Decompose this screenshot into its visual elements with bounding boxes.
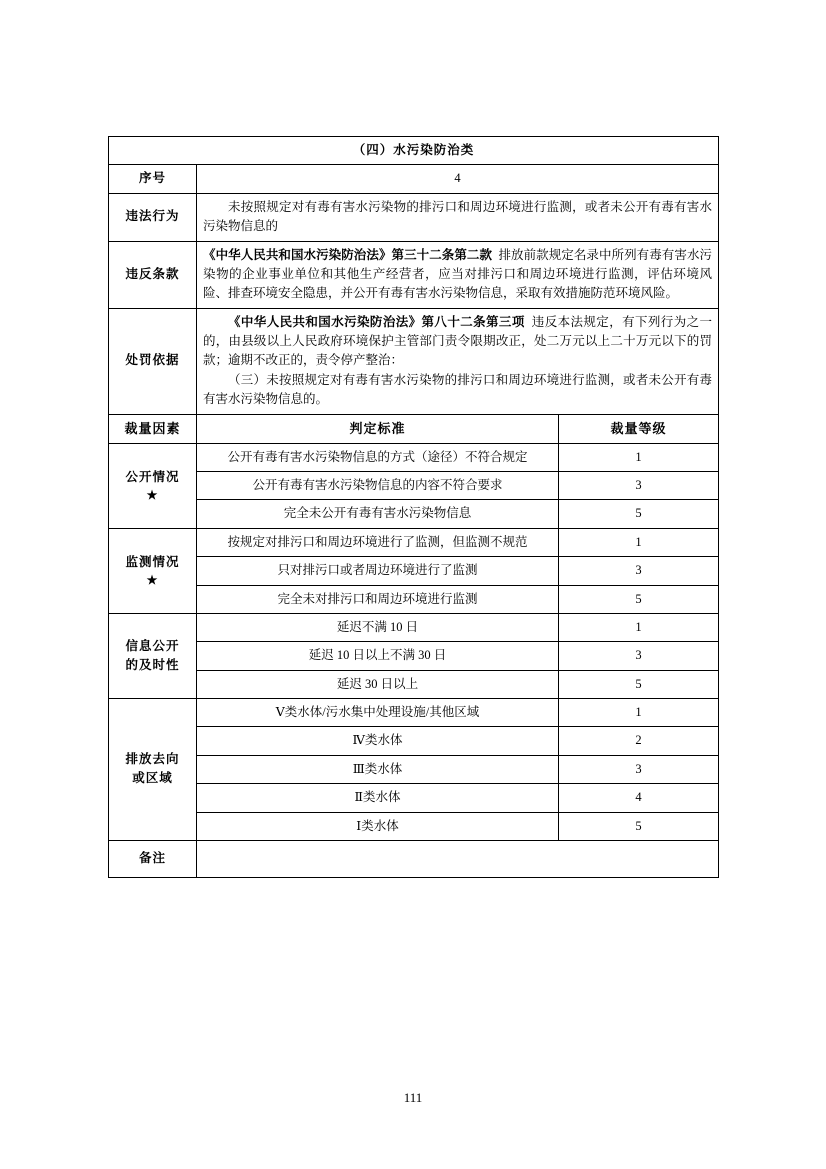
factor-name-3 xyxy=(109,699,197,841)
value-penalty xyxy=(197,308,719,414)
criteria-3-1: Ⅳ类水体 xyxy=(197,727,559,755)
level-0-2: 5 xyxy=(559,500,719,528)
criteria-3-0: Ⅴ类水体/污水集中处理设施/其他区域 xyxy=(197,699,559,727)
factor-label-2-line1: 信息公开 xyxy=(125,638,180,653)
table-row xyxy=(109,613,719,641)
table-row-seq xyxy=(109,165,719,193)
table-row xyxy=(109,670,719,698)
clause-citation: 《中华人民共和国水污染防治法》第三十二条第二款 xyxy=(203,247,493,262)
level-0-1: 3 xyxy=(559,472,719,500)
factor-label-2-line2: 的及时性 xyxy=(125,657,180,672)
criteria-1-1: 只对排污口或者周边环境进行了监测 xyxy=(197,557,559,585)
criteria-1-2: 完全未对排污口和周边环境进行监测 xyxy=(197,585,559,613)
criteria-2-0: 延迟不满 10 日 xyxy=(197,613,559,641)
discretion-table xyxy=(108,136,719,878)
criteria-3-2: Ⅲ类水体 xyxy=(197,755,559,783)
criteria-3-4: Ⅰ类水体 xyxy=(197,812,559,840)
criteria-3-3: Ⅱ类水体 xyxy=(197,784,559,812)
factor-name-0 xyxy=(109,443,197,528)
table-row-clause xyxy=(109,241,719,308)
table-row xyxy=(109,642,719,670)
criteria-1-0: 按规定对排污口和周边环境进行了监测，但监测不规范 xyxy=(197,528,559,556)
table-row xyxy=(109,755,719,783)
table-row xyxy=(109,557,719,585)
level-3-3: 4 xyxy=(559,784,719,812)
level-3-0: 1 xyxy=(559,699,719,727)
label-penalty: 处罚依据 xyxy=(109,308,197,414)
level-2-2: 5 xyxy=(559,670,719,698)
value-seq: 4 xyxy=(197,165,719,193)
factor-name-2 xyxy=(109,613,197,698)
penalty-citation: 《中华人民共和国水污染防治法》第八十二条第三项 xyxy=(228,314,525,329)
criteria-0-0: 公开有毒有害水污染物信息的方式（途径）不符合规定 xyxy=(197,443,559,471)
factor-label-3-line1: 排放去向 xyxy=(125,752,180,767)
criteria-2-2: 延迟 30 日以上 xyxy=(197,670,559,698)
table-row-header xyxy=(109,414,719,443)
header-level: 裁量等级 xyxy=(559,414,719,443)
table-row xyxy=(109,727,719,755)
level-0-0: 1 xyxy=(559,443,719,471)
clause-body: 排放前款规定名录中所列有毒有害水污染物的企业事业单位和其他生产经营者，应当对排污口和周边环境进行监测，评估环境风险、排查环境安全隐患，并公开有毒有害水污染物信息，采取有效措施防范环境风险。 xyxy=(203,247,713,301)
table-row xyxy=(109,472,719,500)
factor-star-0: ★ xyxy=(146,487,159,502)
header-factor: 裁量因素 xyxy=(109,414,197,443)
factor-name-1 xyxy=(109,528,197,613)
value-clause xyxy=(197,241,719,308)
table-row xyxy=(109,443,719,471)
level-3-4: 5 xyxy=(559,812,719,840)
label-violation: 违法行为 xyxy=(109,193,197,241)
level-3-2: 3 xyxy=(559,755,719,783)
value-remark xyxy=(197,840,719,877)
table-row xyxy=(109,812,719,840)
value-violation: 未按照规定对有毒有害水污染物的排污口和周边环境进行监测，或者未公开有毒有害水污染物信息的 xyxy=(197,193,719,241)
criteria-0-1: 公开有毒有害水污染物信息的内容不符合要求 xyxy=(197,472,559,500)
level-1-0: 1 xyxy=(559,528,719,556)
page-number: 111 xyxy=(403,1090,423,1105)
penalty-body: 违反本法规定，有下列行为之一的，由县级以上人民政府环境保护主管部门责令限期改正，处二万元以上二十万元以下的罚款；逾期不改正的，责令停产整治： xyxy=(203,314,713,368)
table-row xyxy=(109,500,719,528)
header-criteria: 判定标准 xyxy=(197,414,559,443)
level-3-1: 2 xyxy=(559,727,719,755)
level-2-0: 1 xyxy=(559,613,719,641)
factor-label-1: 监测情况 xyxy=(125,555,180,570)
factor-label-0: 公开情况 xyxy=(125,470,180,485)
factor-star-1: ★ xyxy=(146,572,159,587)
table-row xyxy=(109,784,719,812)
table-row xyxy=(109,528,719,556)
factor-label-3-line2: 或区域 xyxy=(132,771,173,786)
table-row xyxy=(109,699,719,727)
level-1-1: 3 xyxy=(559,557,719,585)
penalty-item: （三）未按照规定对有毒有害水污染物的排污口和周边环境进行监测，或者未公开有毒有害水污染物信息的。 xyxy=(203,372,713,407)
table-row-penalty xyxy=(109,308,719,414)
table-row-violation xyxy=(109,193,719,241)
level-2-1: 3 xyxy=(559,642,719,670)
criteria-2-1: 延迟 10 日以上不满 30 日 xyxy=(197,642,559,670)
table-row-title xyxy=(109,137,719,165)
table-title: （四）水污染防治类 xyxy=(109,137,719,165)
label-seq: 序号 xyxy=(109,165,197,193)
criteria-0-2: 完全未公开有毒有害水污染物信息 xyxy=(197,500,559,528)
table-row xyxy=(109,585,719,613)
level-1-2: 5 xyxy=(559,585,719,613)
label-remark: 备注 xyxy=(109,840,197,877)
table-row-remark xyxy=(109,840,719,877)
label-clause: 违反条款 xyxy=(109,241,197,308)
